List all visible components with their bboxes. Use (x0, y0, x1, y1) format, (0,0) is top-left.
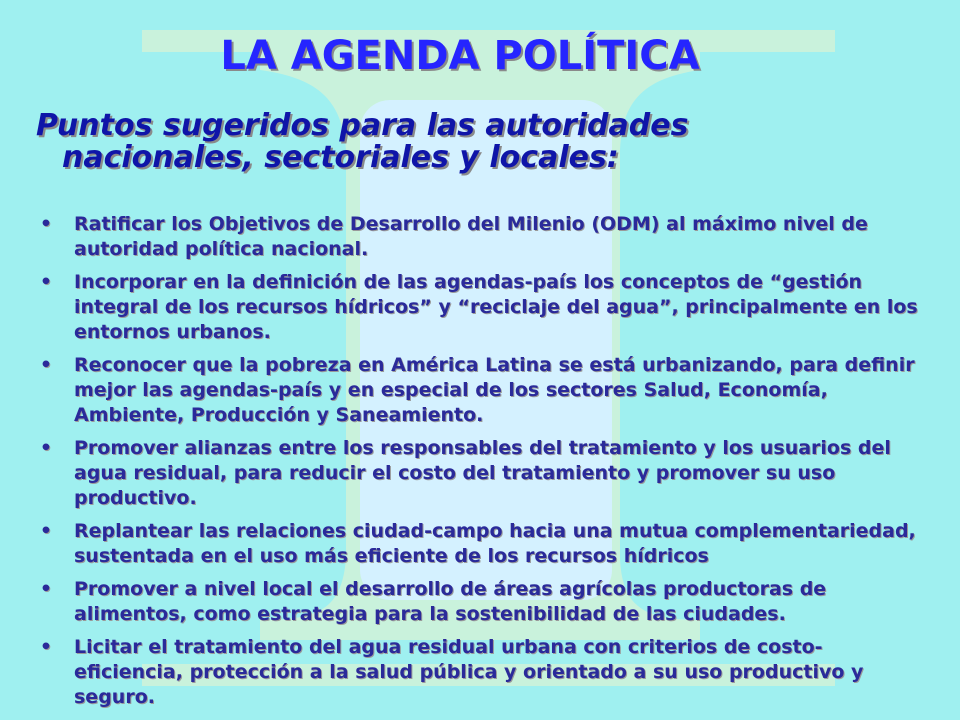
bullet-icon: • (39, 213, 53, 235)
list-item (34, 577, 924, 627)
subtitle-line-2: nacionales, sectoriales y locales: (62, 140, 619, 175)
bullet-icon: • (39, 520, 53, 542)
point-text: Replantear las relaciones ciudad-campo hacia una mutua complementariedad, sustentada en el uso más eficiente de los recursos hídricos (74, 520, 916, 567)
bullet-icon: • (39, 578, 53, 600)
list-item (34, 635, 924, 710)
slide-subtitle (36, 110, 916, 174)
bullet-icon: • (39, 636, 53, 658)
point-text: Reconocer que la pobreza en América Latina se está urbanizando, para definir mejor las agendas-país y en especial de los sectores Salud, Economía, Ambiente, Producción y Saneamiento. (74, 354, 915, 426)
list-item (34, 436, 924, 511)
subtitle-line-1: Puntos sugeridos para las autoridades (36, 108, 689, 143)
bullet-icon: • (39, 271, 53, 293)
bullet-icon: • (39, 354, 53, 376)
point-text: Promover alianzas entre los responsables del tratamiento y los usuarios del agua residual, para reducir el costo del tratamiento y promover su uso productivo. (74, 437, 891, 509)
point-text: Incorporar en la definición de las agendas-país los conceptos de “gestión integral de los recursos hídricos” y “reciclaje del agua”, principalmente en los entornos urbanos. (74, 271, 918, 343)
list-item (34, 519, 924, 569)
slide-title: LA AGENDA POLÍTICA (220, 33, 700, 79)
list-item (34, 270, 924, 345)
point-text: Ratificar los Objetivos de Desarrollo del Milenio (ODM) al máximo nivel de autoridad política nacional. (74, 213, 868, 260)
list-item (34, 353, 924, 428)
point-text: Promover a nivel local el desarrollo de áreas agrícolas productoras de alimentos, como estrategia para la sostenibilidad de las ciudades. (74, 578, 827, 625)
point-text: Licitar el tratamiento del agua residual urbana con criterios de costo-eficiencia, protección a la salud pública y orientado a su uso productivo y seguro. (74, 636, 864, 708)
bullet-icon: • (39, 437, 53, 459)
points-list (34, 212, 924, 718)
list-item (34, 212, 924, 262)
